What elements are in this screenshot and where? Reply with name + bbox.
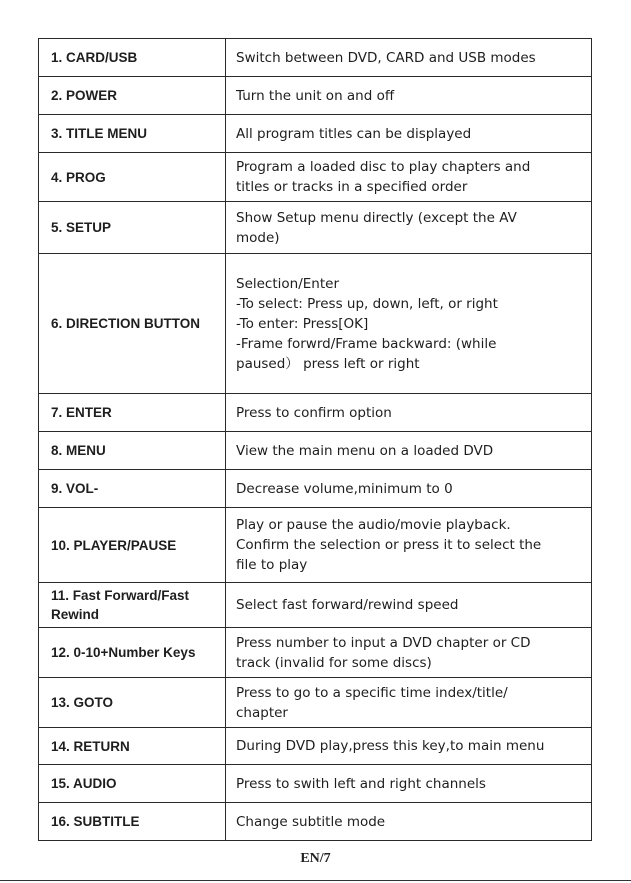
function-description: Press to swith left and right channels — [226, 765, 592, 803]
table-row — [39, 803, 592, 841]
function-key: 6. DIRECTION BUTTON — [39, 254, 226, 394]
table-row — [39, 432, 592, 470]
table-row — [39, 394, 592, 432]
function-key: 15. AUDIO — [39, 765, 226, 803]
table-row — [39, 583, 592, 628]
function-key: 12. 0-10+Number Keys — [39, 628, 226, 678]
table-row — [39, 728, 592, 765]
function-description: Switch between DVD, CARD and USB modes — [226, 39, 592, 77]
function-description: Press to confirm option — [226, 394, 592, 432]
table-row — [39, 508, 592, 583]
function-description: Turn the unit on and off — [226, 77, 592, 115]
function-description: During DVD play,press this key,to main menu — [226, 728, 592, 765]
table-row — [39, 39, 592, 77]
function-key: 3. TITLE MENU — [39, 115, 226, 153]
function-key: 7. ENTER — [39, 394, 226, 432]
function-description: Program a loaded disc to play chapters and titles or tracks in a specified order — [226, 153, 592, 202]
table-row — [39, 470, 592, 508]
function-description: Change subtitle mode — [226, 803, 592, 841]
function-key: 13. GOTO — [39, 678, 226, 728]
remote-function-table — [38, 38, 592, 841]
function-key: 16. SUBTITLE — [39, 803, 226, 841]
function-description: Press number to input a DVD chapter or CD track (invalid for some discs) — [226, 628, 592, 678]
function-description: Decrease volume,minimum to 0 — [226, 470, 592, 508]
function-description: Show Setup menu directly (except the AV mode) — [226, 202, 592, 254]
function-key: 14. RETURN — [39, 728, 226, 765]
function-description: Play or pause the audio/movie playback. Confirm the selection or press it to select the file to play — [226, 508, 592, 583]
bottom-divider — [0, 880, 631, 881]
table-row — [39, 115, 592, 153]
function-description: Press to go to a specific time index/title/ chapter — [226, 678, 592, 728]
function-key: 5. SETUP — [39, 202, 226, 254]
table-row — [39, 765, 592, 803]
table-row — [39, 77, 592, 115]
table-row — [39, 153, 592, 202]
table-row — [39, 202, 592, 254]
function-key: 2. POWER — [39, 77, 226, 115]
function-key: 9. VOL- — [39, 470, 226, 508]
function-key: 1. CARD/USB — [39, 39, 226, 77]
function-description: Select fast forward/rewind speed — [226, 583, 592, 628]
table-row — [39, 628, 592, 678]
function-key: 8. MENU — [39, 432, 226, 470]
function-key: 10. PLAYER/PAUSE — [39, 508, 226, 583]
function-key: 4. PROG — [39, 153, 226, 202]
table-row — [39, 678, 592, 728]
function-key: 11. Fast Forward/Fast Rewind — [39, 583, 226, 628]
page-number: EN/7 — [300, 851, 331, 866]
table-row — [39, 254, 592, 394]
function-description: All program titles can be displayed — [226, 115, 592, 153]
function-description: Selection/Enter -To select: Press up, down, left, or right -To enter: Press[OK] -Frame forwrd/Frame backward: (while paused） press left or right — [226, 254, 592, 394]
function-description: View the main menu on a loaded DVD — [226, 432, 592, 470]
